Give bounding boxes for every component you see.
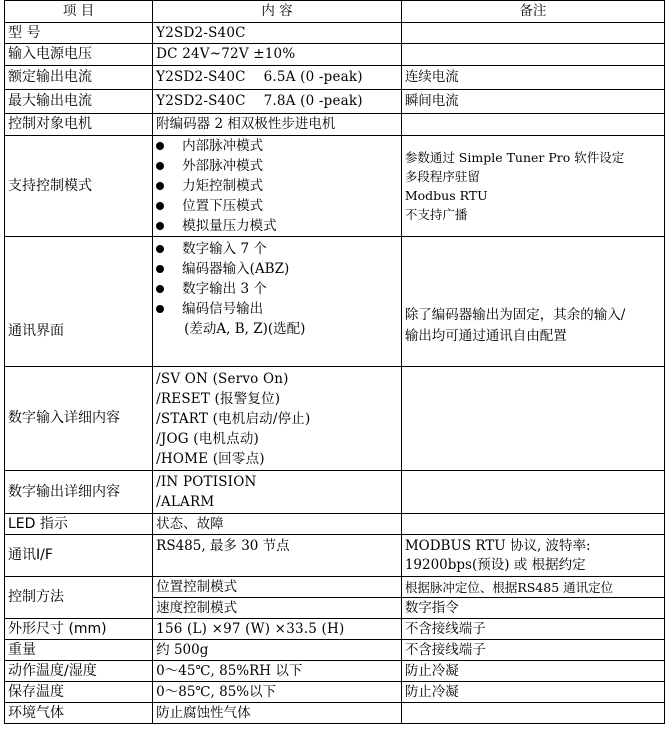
note-line: 19200bps(预设) 或 根据约定 bbox=[404, 556, 586, 573]
value-model: Y2SD2-S40C bbox=[153, 23, 402, 44]
note-comm bbox=[401, 535, 664, 577]
row-weight bbox=[5, 640, 665, 661]
label-led: LED 指示 bbox=[5, 514, 153, 535]
spec-table bbox=[4, 0, 665, 724]
note-digital-input bbox=[401, 367, 664, 471]
note-comm-interface bbox=[401, 237, 664, 367]
note-control-method-position: 根据脉冲定位、根据RS485 通讯定位 bbox=[401, 577, 664, 598]
note-environment bbox=[401, 703, 664, 724]
row-comm bbox=[5, 535, 665, 577]
list-item: 模拟量压力模式 bbox=[156, 216, 398, 236]
note-max-current: 瞬间电流 bbox=[401, 90, 664, 114]
value-rated-current: Y2SD2-S40C 6.5A (0 -peak) bbox=[153, 66, 402, 90]
bullet-icon bbox=[156, 265, 164, 273]
label-dimensions: 外形尺寸 (mm) bbox=[5, 619, 153, 640]
row-storage-temp bbox=[5, 682, 665, 703]
row-max-current bbox=[5, 90, 665, 114]
list-item: /START (电机启动/停止) bbox=[156, 410, 311, 427]
label-environment: 环境气体 bbox=[5, 703, 153, 724]
header-note: 备注 bbox=[401, 1, 664, 23]
value-op-temp: 0～45℃, 85%RH 以下 bbox=[153, 661, 402, 682]
label-control-modes: 支持控制模式 bbox=[5, 136, 153, 237]
label-storage-temp: 保存温度 bbox=[5, 682, 153, 703]
note-motor bbox=[401, 114, 664, 136]
value-digital-output bbox=[153, 471, 402, 514]
row-led bbox=[5, 514, 665, 535]
list-item: /IN POTISION bbox=[156, 474, 257, 490]
value-control-method-position: 位置控制模式 bbox=[153, 577, 402, 598]
value-control-modes bbox=[153, 136, 402, 237]
note-line: Modbus RTU bbox=[404, 188, 488, 203]
row-op-temp bbox=[5, 661, 665, 682]
note-op-temp: 防止冷凝 bbox=[401, 661, 664, 682]
value-dimensions: 156 (L) ×97 (W) ×33.5 (H) bbox=[153, 619, 402, 640]
row-motor bbox=[5, 114, 665, 136]
note-line: MODBUS RTU 协议, 波特率: bbox=[404, 537, 591, 554]
value-digital-input bbox=[153, 367, 402, 471]
list-item-continuation: (差动A, B, Z)(选配) bbox=[184, 321, 306, 337]
note-led bbox=[401, 514, 664, 535]
list-item: 位置下压模式 bbox=[156, 196, 398, 216]
table-header-row bbox=[5, 1, 665, 23]
note-control-method-speed: 数字指令 bbox=[401, 598, 664, 619]
value-control-method-speed: 速度控制模式 bbox=[153, 598, 402, 619]
value-led: 状态、故障 bbox=[153, 514, 402, 535]
value-motor: 附编码器 2 相双极性步进电机 bbox=[153, 114, 402, 136]
row-dimensions bbox=[5, 619, 665, 640]
bullet-icon bbox=[156, 222, 164, 230]
row-comm-interface bbox=[5, 237, 665, 367]
note-line: 不支持广播 bbox=[404, 207, 468, 222]
list-item: 内部脉冲模式 bbox=[156, 136, 398, 156]
label-motor: 控制对象电机 bbox=[5, 114, 153, 136]
list-item: /SV ON (Servo On) bbox=[156, 370, 289, 387]
note-digital-output bbox=[401, 471, 664, 514]
note-line: 输出均可通过通讯自由配置 bbox=[404, 328, 567, 344]
note-storage-temp: 防止冷凝 bbox=[401, 682, 664, 703]
value-storage-temp: 0～85℃, 85%以下 bbox=[153, 682, 402, 703]
list-item: 数字输入 7 个 bbox=[156, 239, 398, 259]
header-content: 内 容 bbox=[153, 1, 402, 23]
label-model: 型 号 bbox=[5, 23, 153, 44]
row-control-method-1 bbox=[5, 577, 665, 598]
bullet-icon bbox=[156, 305, 164, 313]
row-power bbox=[5, 44, 665, 66]
label-op-temp: 动作温度/湿度 bbox=[5, 661, 153, 682]
list-item: 力矩控制模式 bbox=[156, 176, 398, 196]
value-environment: 防止腐蚀性气体 bbox=[153, 703, 402, 724]
note-dimensions: 不含接线端子 bbox=[401, 619, 664, 640]
label-comm-interface: 通讯界面 bbox=[5, 237, 153, 367]
bullet-icon bbox=[156, 142, 164, 150]
bullet-icon bbox=[156, 162, 164, 170]
label-power: 输入电源电压 bbox=[5, 44, 153, 66]
header-item: 项 目 bbox=[5, 1, 153, 23]
label-rated-current: 额定输出电流 bbox=[5, 66, 153, 90]
note-rated-current: 连续电流 bbox=[401, 66, 664, 90]
value-power: DC 24V~72V ±10% bbox=[153, 44, 402, 66]
control-mode-list bbox=[156, 136, 398, 236]
row-control-modes bbox=[5, 136, 665, 237]
bullet-icon bbox=[156, 245, 164, 253]
value-max-current: Y2SD2-S40C 7.8A (0 -peak) bbox=[153, 90, 402, 114]
note-line: 多段程序驻留 bbox=[404, 169, 480, 184]
value-comm: RS485, 最多 30 节点 bbox=[153, 535, 402, 577]
label-digital-input: 数字输入详细内容 bbox=[5, 367, 153, 471]
bullet-icon bbox=[156, 285, 164, 293]
list-item: /ALARM bbox=[156, 494, 215, 510]
list-item: /JOG (电机点动) bbox=[156, 430, 259, 447]
row-digital-input bbox=[5, 367, 665, 471]
value-weight: 约 500g bbox=[153, 640, 402, 661]
row-model bbox=[5, 23, 665, 44]
value-comm-interface bbox=[153, 237, 402, 367]
bullet-icon bbox=[156, 182, 164, 190]
list-item: 数字输出 3 个 bbox=[156, 279, 398, 299]
note-power bbox=[401, 44, 664, 66]
label-weight: 重量 bbox=[5, 640, 153, 661]
list-item: 编码信号输出 bbox=[156, 299, 398, 319]
list-item: 编码器输入(ABZ) bbox=[156, 259, 398, 279]
note-weight: 不含接线端子 bbox=[401, 640, 664, 661]
list-item: /HOME (回零点) bbox=[156, 450, 265, 467]
row-rated-current bbox=[5, 66, 665, 90]
row-environment bbox=[5, 703, 665, 724]
bullet-icon bbox=[156, 202, 164, 210]
row-digital-output bbox=[5, 471, 665, 514]
comm-interface-list bbox=[156, 239, 398, 339]
label-digital-output: 数字输出详细内容 bbox=[5, 471, 153, 514]
note-line: 参数通过 Simple Tuner Pro 软件设定 bbox=[404, 150, 625, 165]
note-model bbox=[401, 23, 664, 44]
list-item: 外部脉冲模式 bbox=[156, 156, 398, 176]
note-line: 除了编码器输出为固定，其余的输入/ bbox=[404, 307, 626, 323]
list-item: /RESET (报警复位) bbox=[156, 390, 281, 407]
label-control-method: 控制方法 bbox=[5, 577, 153, 619]
label-max-current: 最大输出电流 bbox=[5, 90, 153, 114]
label-comm: 通讯I/F bbox=[5, 535, 153, 577]
note-control-modes bbox=[401, 136, 664, 237]
